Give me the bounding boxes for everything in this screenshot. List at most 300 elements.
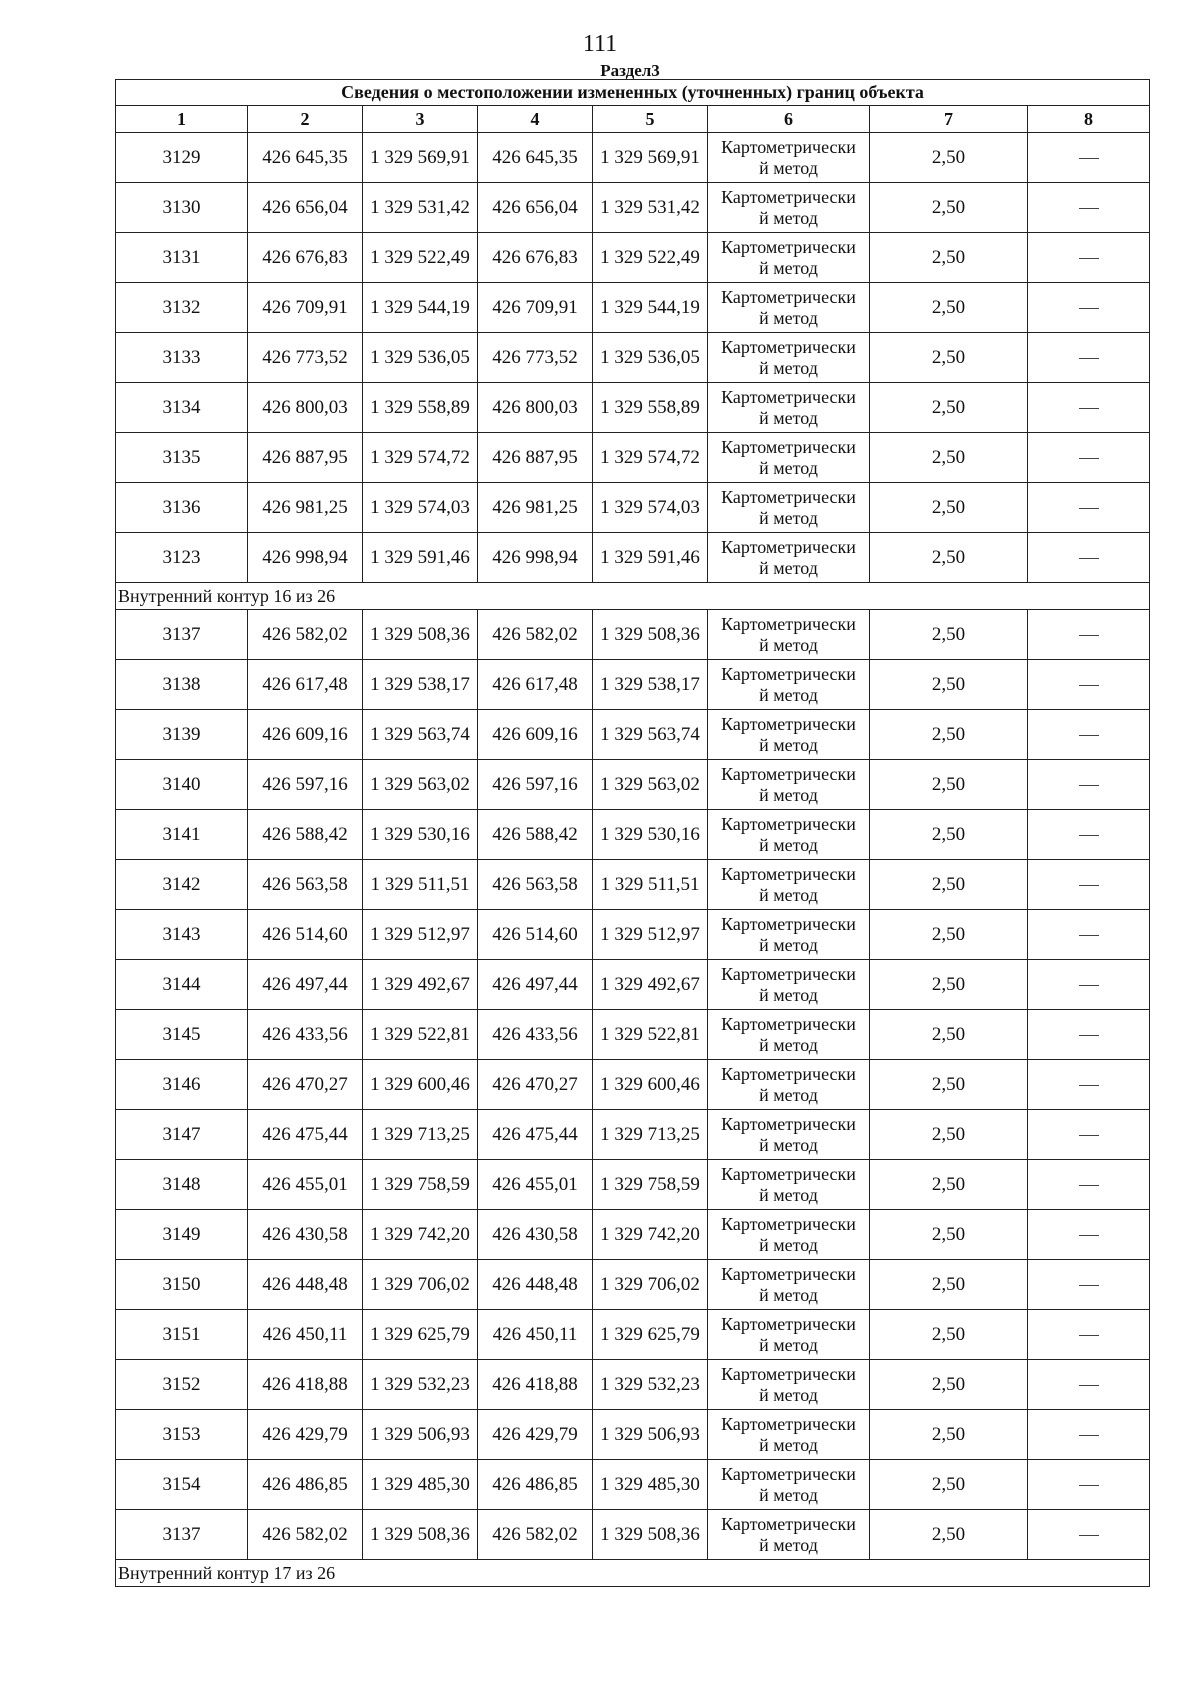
method-cell	[708, 960, 870, 1010]
x-coordinate-new-cell: 426 475,44	[478, 1110, 593, 1160]
x-coordinate-cell: 426 455,01	[248, 1160, 363, 1210]
y-coordinate-new-cell: 1 329 538,17	[593, 660, 708, 710]
y-coordinate-new-cell: 1 329 569,91	[593, 133, 708, 183]
point-number-cell: 3142	[116, 860, 248, 910]
point-number-cell: 3146	[116, 1060, 248, 1110]
y-coordinate-cell: 1 329 600,46	[363, 1060, 478, 1110]
method-text-line: й метод	[759, 557, 818, 578]
dash-icon	[1079, 785, 1099, 786]
x-coordinate-new-cell: 426 609,16	[478, 710, 593, 760]
column-number: 7	[870, 106, 1028, 133]
point-number-cell: 3154	[116, 1460, 248, 1510]
x-coordinate-cell: 426 800,03	[248, 383, 363, 433]
accuracy-cell: 2,50	[870, 183, 1028, 233]
y-coordinate-new-cell: 1 329 511,51	[593, 860, 708, 910]
y-coordinate-cell: 1 329 625,79	[363, 1310, 478, 1360]
x-coordinate-new-cell: 426 887,95	[478, 433, 593, 483]
method-cell	[708, 1160, 870, 1210]
table-row	[116, 483, 1150, 533]
dash-icon	[1079, 1035, 1099, 1036]
x-coordinate-cell: 426 582,02	[248, 1510, 363, 1560]
method-text-line: й метод	[759, 1034, 818, 1055]
table-row	[116, 283, 1150, 333]
method-text-line: Картометрически	[721, 1363, 856, 1384]
table-row	[116, 1360, 1150, 1410]
y-coordinate-new-cell: 1 329 758,59	[593, 1160, 708, 1210]
accuracy-cell: 2,50	[870, 1360, 1028, 1410]
accuracy-cell: 2,50	[870, 1060, 1028, 1110]
table-row	[116, 1510, 1150, 1560]
x-coordinate-new-cell: 426 563,58	[478, 860, 593, 910]
method-text-line: Картометрически	[721, 1263, 856, 1284]
point-number-cell: 3145	[116, 1010, 248, 1060]
column-number: 8	[1028, 106, 1150, 133]
x-coordinate-cell: 426 676,83	[248, 233, 363, 283]
y-coordinate-new-cell: 1 329 563,02	[593, 760, 708, 810]
method-text-line: й метод	[759, 1184, 818, 1205]
y-coordinate-new-cell: 1 329 625,79	[593, 1310, 708, 1360]
method-text-line: й метод	[759, 407, 818, 428]
x-coordinate-cell: 426 773,52	[248, 333, 363, 383]
x-coordinate-cell: 426 582,02	[248, 610, 363, 660]
x-coordinate-cell: 426 981,25	[248, 483, 363, 533]
method-cell	[708, 610, 870, 660]
x-coordinate-cell: 426 588,42	[248, 810, 363, 860]
x-coordinate-new-cell: 426 470,27	[478, 1060, 593, 1110]
y-coordinate-cell: 1 329 574,03	[363, 483, 478, 533]
y-coordinate-cell: 1 329 558,89	[363, 383, 478, 433]
x-coordinate-new-cell: 426 597,16	[478, 760, 593, 810]
method-text-line: й метод	[759, 684, 818, 705]
x-coordinate-cell: 426 418,88	[248, 1360, 363, 1410]
method-text-line: й метод	[759, 1084, 818, 1105]
method-text-line: Картометрически	[721, 1463, 856, 1484]
point-number-cell: 3153	[116, 1410, 248, 1460]
y-coordinate-cell: 1 329 591,46	[363, 533, 478, 583]
dash-icon	[1079, 735, 1099, 736]
point-number-cell: 3141	[116, 810, 248, 860]
accuracy-cell: 2,50	[870, 283, 1028, 333]
empty-value-cell	[1028, 760, 1150, 810]
method-text-line: Картометрически	[721, 386, 856, 407]
y-coordinate-new-cell: 1 329 508,36	[593, 1510, 708, 1560]
table-row	[116, 1210, 1150, 1260]
table-row	[116, 1410, 1150, 1460]
method-text-line: й метод	[759, 1384, 818, 1405]
method-text-line: й метод	[759, 834, 818, 855]
method-text-line: й метод	[759, 1284, 818, 1305]
y-coordinate-new-cell: 1 329 558,89	[593, 383, 708, 433]
y-coordinate-cell: 1 329 713,25	[363, 1110, 478, 1160]
method-cell	[708, 283, 870, 333]
accuracy-cell: 2,50	[870, 1460, 1028, 1510]
empty-value-cell	[1028, 1310, 1150, 1360]
x-coordinate-cell: 426 470,27	[248, 1060, 363, 1110]
accuracy-cell: 2,50	[870, 383, 1028, 433]
x-coordinate-cell: 426 475,44	[248, 1110, 363, 1160]
method-text-line: Картометрически	[721, 1013, 856, 1034]
method-cell	[708, 1060, 870, 1110]
table-row	[116, 1110, 1150, 1160]
method-cell	[708, 810, 870, 860]
x-coordinate-cell: 426 617,48	[248, 660, 363, 710]
dash-icon	[1079, 1235, 1099, 1236]
table-row	[116, 760, 1150, 810]
method-text-line: й метод	[759, 507, 818, 528]
method-cell	[708, 1410, 870, 1460]
accuracy-cell: 2,50	[870, 483, 1028, 533]
y-coordinate-new-cell: 1 329 544,19	[593, 283, 708, 333]
dash-icon	[1079, 208, 1099, 209]
table-row	[116, 710, 1150, 760]
dash-icon	[1079, 158, 1099, 159]
method-text-line: й метод	[759, 457, 818, 478]
table-row	[116, 1160, 1150, 1210]
method-text-line: Картометрически	[721, 713, 856, 734]
accuracy-cell: 2,50	[870, 233, 1028, 283]
x-coordinate-new-cell: 426 429,79	[478, 1410, 593, 1460]
y-coordinate-cell: 1 329 758,59	[363, 1160, 478, 1210]
accuracy-cell: 2,50	[870, 1510, 1028, 1560]
method-cell	[708, 383, 870, 433]
y-coordinate-cell: 1 329 506,93	[363, 1410, 478, 1460]
y-coordinate-new-cell: 1 329 536,05	[593, 333, 708, 383]
method-cell	[708, 1460, 870, 1510]
x-coordinate-new-cell: 426 433,56	[478, 1010, 593, 1060]
method-text-line: Картометрически	[721, 813, 856, 834]
column-number-row	[116, 106, 1150, 133]
method-text-line: й метод	[759, 1534, 818, 1555]
empty-value-cell	[1028, 660, 1150, 710]
x-coordinate-cell: 426 597,16	[248, 760, 363, 810]
x-coordinate-new-cell: 426 582,02	[478, 1510, 593, 1560]
method-text-line: Картометрически	[721, 236, 856, 257]
accuracy-cell: 2,50	[870, 910, 1028, 960]
method-text-line: й метод	[759, 157, 818, 178]
point-number-cell: 3150	[116, 1260, 248, 1310]
x-coordinate-new-cell: 426 514,60	[478, 910, 593, 960]
accuracy-cell: 2,50	[870, 660, 1028, 710]
dash-icon	[1079, 308, 1099, 309]
method-text-line: Картометрически	[721, 1413, 856, 1434]
empty-value-cell	[1028, 333, 1150, 383]
x-coordinate-cell: 426 645,35	[248, 133, 363, 183]
dash-icon	[1079, 508, 1099, 509]
method-text-line: Картометрически	[721, 663, 856, 684]
x-coordinate-cell: 426 429,79	[248, 1410, 363, 1460]
dash-icon	[1079, 1485, 1099, 1486]
dash-icon	[1079, 1085, 1099, 1086]
y-coordinate-new-cell: 1 329 530,16	[593, 810, 708, 860]
y-coordinate-new-cell: 1 329 591,46	[593, 533, 708, 583]
dash-icon	[1079, 935, 1099, 936]
table-row	[116, 433, 1150, 483]
contour-row	[116, 583, 1150, 610]
boundary-coordinates-table	[115, 79, 1150, 1587]
method-text-line: Картометрически	[721, 186, 856, 207]
dash-icon	[1079, 1435, 1099, 1436]
method-text-line: Картометрически	[721, 136, 856, 157]
method-cell	[708, 133, 870, 183]
accuracy-cell: 2,50	[870, 960, 1028, 1010]
empty-value-cell	[1028, 810, 1150, 860]
column-number: 1	[116, 106, 248, 133]
y-coordinate-cell: 1 329 511,51	[363, 860, 478, 910]
x-coordinate-cell: 426 486,85	[248, 1460, 363, 1510]
x-coordinate-new-cell: 426 455,01	[478, 1160, 593, 1210]
y-coordinate-cell: 1 329 563,74	[363, 710, 478, 760]
y-coordinate-cell: 1 329 538,17	[363, 660, 478, 710]
method-text-line: Картометрически	[721, 1213, 856, 1234]
method-text-line: Картометрически	[721, 336, 856, 357]
accuracy-cell: 2,50	[870, 133, 1028, 183]
accuracy-cell: 2,50	[870, 1160, 1028, 1210]
dash-icon	[1079, 1185, 1099, 1186]
method-cell	[708, 910, 870, 960]
table-row	[116, 1310, 1150, 1360]
y-coordinate-cell: 1 329 492,67	[363, 960, 478, 1010]
method-text-line: й метод	[759, 984, 818, 1005]
x-coordinate-new-cell: 426 676,83	[478, 233, 593, 283]
y-coordinate-new-cell: 1 329 574,03	[593, 483, 708, 533]
accuracy-cell: 2,50	[870, 610, 1028, 660]
table-row	[116, 660, 1150, 710]
x-coordinate-cell: 426 430,58	[248, 1210, 363, 1260]
table-row	[116, 183, 1150, 233]
table-row	[116, 1010, 1150, 1060]
x-coordinate-new-cell: 426 418,88	[478, 1360, 593, 1410]
y-coordinate-cell: 1 329 531,42	[363, 183, 478, 233]
table-title-row	[116, 80, 1150, 106]
table-row	[116, 1460, 1150, 1510]
y-coordinate-cell: 1 329 574,72	[363, 433, 478, 483]
empty-value-cell	[1028, 1210, 1150, 1260]
x-coordinate-new-cell: 426 981,25	[478, 483, 593, 533]
column-number: 4	[478, 106, 593, 133]
table-row	[116, 910, 1150, 960]
dash-icon	[1079, 1135, 1099, 1136]
method-cell	[708, 1360, 870, 1410]
method-cell	[708, 710, 870, 760]
x-coordinate-new-cell: 426 800,03	[478, 383, 593, 433]
x-coordinate-new-cell: 426 430,58	[478, 1210, 593, 1260]
x-coordinate-cell: 426 887,95	[248, 433, 363, 483]
method-cell	[708, 533, 870, 583]
x-coordinate-new-cell: 426 582,02	[478, 610, 593, 660]
dash-icon	[1079, 835, 1099, 836]
method-text-line: Картометрически	[721, 1163, 856, 1184]
empty-value-cell	[1028, 183, 1150, 233]
accuracy-cell: 2,50	[870, 533, 1028, 583]
y-coordinate-cell: 1 329 522,49	[363, 233, 478, 283]
y-coordinate-cell: 1 329 563,02	[363, 760, 478, 810]
method-text-line: Картометрически	[721, 913, 856, 934]
point-number-cell: 3130	[116, 183, 248, 233]
empty-value-cell	[1028, 1060, 1150, 1110]
method-cell	[708, 1210, 870, 1260]
method-text-line: й метод	[759, 634, 818, 655]
table-title: Сведения о местоположении измененных (уточненных) границ объекта	[116, 80, 1150, 106]
dash-icon	[1079, 1385, 1099, 1386]
y-coordinate-cell: 1 329 530,16	[363, 810, 478, 860]
y-coordinate-cell: 1 329 569,91	[363, 133, 478, 183]
method-text-line: Картометрически	[721, 963, 856, 984]
y-coordinate-new-cell: 1 329 512,97	[593, 910, 708, 960]
table-row	[116, 1260, 1150, 1310]
accuracy-cell: 2,50	[870, 810, 1028, 860]
point-number-cell: 3129	[116, 133, 248, 183]
y-coordinate-cell: 1 329 536,05	[363, 333, 478, 383]
dash-icon	[1079, 1335, 1099, 1336]
x-coordinate-new-cell: 426 486,85	[478, 1460, 593, 1510]
y-coordinate-new-cell: 1 329 532,23	[593, 1360, 708, 1410]
empty-value-cell	[1028, 1410, 1150, 1460]
x-coordinate-new-cell: 426 998,94	[478, 533, 593, 583]
method-text-line: й метод	[759, 1134, 818, 1155]
accuracy-cell: 2,50	[870, 1110, 1028, 1160]
x-coordinate-cell: 426 656,04	[248, 183, 363, 233]
page-number: 111	[582, 31, 618, 57]
point-number-cell: 3135	[116, 433, 248, 483]
point-number-cell: 3144	[116, 960, 248, 1010]
empty-value-cell	[1028, 610, 1150, 660]
dash-icon	[1079, 358, 1099, 359]
empty-value-cell	[1028, 383, 1150, 433]
method-cell	[708, 1260, 870, 1310]
empty-value-cell	[1028, 533, 1150, 583]
empty-value-cell	[1028, 1460, 1150, 1510]
y-coordinate-cell: 1 329 508,36	[363, 610, 478, 660]
x-coordinate-new-cell: 426 617,48	[478, 660, 593, 710]
empty-value-cell	[1028, 710, 1150, 760]
method-cell	[708, 333, 870, 383]
method-cell	[708, 1110, 870, 1160]
contour-label: Внутренний контур 17 из 26	[116, 1560, 1150, 1587]
method-text-line: й метод	[759, 307, 818, 328]
method-text-line: Картометрически	[721, 1313, 856, 1334]
table-row	[116, 860, 1150, 910]
accuracy-cell: 2,50	[870, 1210, 1028, 1260]
column-number: 3	[363, 106, 478, 133]
method-cell	[708, 1310, 870, 1360]
empty-value-cell	[1028, 433, 1150, 483]
y-coordinate-cell: 1 329 512,97	[363, 910, 478, 960]
x-coordinate-new-cell: 426 497,44	[478, 960, 593, 1010]
dash-icon	[1079, 885, 1099, 886]
method-cell	[708, 760, 870, 810]
y-coordinate-new-cell: 1 329 522,81	[593, 1010, 708, 1060]
point-number-cell: 3123	[116, 533, 248, 583]
table-row	[116, 1060, 1150, 1110]
x-coordinate-cell: 426 998,94	[248, 533, 363, 583]
column-number: 2	[248, 106, 363, 133]
point-number-cell: 3143	[116, 910, 248, 960]
method-text-line: й метод	[759, 1484, 818, 1505]
table-row	[116, 383, 1150, 433]
column-number: 6	[708, 106, 870, 133]
accuracy-cell: 2,50	[870, 1260, 1028, 1310]
method-cell	[708, 233, 870, 283]
method-cell	[708, 1510, 870, 1560]
x-coordinate-new-cell: 426 588,42	[478, 810, 593, 860]
empty-value-cell	[1028, 1160, 1150, 1210]
y-coordinate-cell: 1 329 742,20	[363, 1210, 478, 1260]
x-coordinate-cell: 426 563,58	[248, 860, 363, 910]
empty-value-cell	[1028, 133, 1150, 183]
table-row	[116, 133, 1150, 183]
table-row	[116, 960, 1150, 1010]
empty-value-cell	[1028, 483, 1150, 533]
x-coordinate-cell: 426 709,91	[248, 283, 363, 333]
accuracy-cell: 2,50	[870, 433, 1028, 483]
y-coordinate-new-cell: 1 329 506,93	[593, 1410, 708, 1460]
y-coordinate-new-cell: 1 329 713,25	[593, 1110, 708, 1160]
method-text-line: Картометрически	[721, 1113, 856, 1134]
y-coordinate-new-cell: 1 329 706,02	[593, 1260, 708, 1310]
method-cell	[708, 860, 870, 910]
method-text-line: й метод	[759, 207, 818, 228]
dash-icon	[1079, 685, 1099, 686]
contour-row	[116, 1560, 1150, 1587]
method-text-line: й метод	[759, 357, 818, 378]
section-title: Раздел3	[600, 61, 660, 80]
dash-icon	[1079, 558, 1099, 559]
dash-icon	[1079, 985, 1099, 986]
accuracy-cell: 2,50	[870, 860, 1028, 910]
method-text-line: й метод	[759, 734, 818, 755]
method-text-line: й метод	[759, 1234, 818, 1255]
empty-value-cell	[1028, 1360, 1150, 1410]
empty-value-cell	[1028, 910, 1150, 960]
y-coordinate-new-cell: 1 329 574,72	[593, 433, 708, 483]
y-coordinate-new-cell: 1 329 531,42	[593, 183, 708, 233]
method-cell	[708, 1010, 870, 1060]
y-coordinate-new-cell: 1 329 508,36	[593, 610, 708, 660]
point-number-cell: 3152	[116, 1360, 248, 1410]
empty-value-cell	[1028, 233, 1150, 283]
table-row	[116, 810, 1150, 860]
method-text-line: й метод	[759, 884, 818, 905]
table-body	[116, 80, 1150, 1587]
dash-icon	[1079, 1285, 1099, 1286]
method-text-line: Картометрически	[721, 613, 856, 634]
point-number-cell: 3147	[116, 1110, 248, 1160]
y-coordinate-new-cell: 1 329 742,20	[593, 1210, 708, 1260]
table-row	[116, 333, 1150, 383]
method-text-line: Картометрически	[721, 863, 856, 884]
y-coordinate-new-cell: 1 329 563,74	[593, 710, 708, 760]
method-text-line: Картометрически	[721, 486, 856, 507]
y-coordinate-new-cell: 1 329 600,46	[593, 1060, 708, 1110]
y-coordinate-cell: 1 329 544,19	[363, 283, 478, 333]
point-number-cell: 3149	[116, 1210, 248, 1260]
point-number-cell: 3134	[116, 383, 248, 433]
accuracy-cell: 2,50	[870, 1310, 1028, 1360]
accuracy-cell: 2,50	[870, 1010, 1028, 1060]
x-coordinate-cell: 426 450,11	[248, 1310, 363, 1360]
empty-value-cell	[1028, 960, 1150, 1010]
method-text-line: Картометрически	[721, 1513, 856, 1534]
point-number-cell: 3139	[116, 710, 248, 760]
point-number-cell: 3133	[116, 333, 248, 383]
method-text-line: Картометрически	[721, 1063, 856, 1084]
method-text-line: Картометрически	[721, 286, 856, 307]
x-coordinate-cell: 426 609,16	[248, 710, 363, 760]
point-number-cell: 3140	[116, 760, 248, 810]
point-number-cell: 3137	[116, 1510, 248, 1560]
table-row	[116, 533, 1150, 583]
dash-icon	[1079, 1535, 1099, 1536]
